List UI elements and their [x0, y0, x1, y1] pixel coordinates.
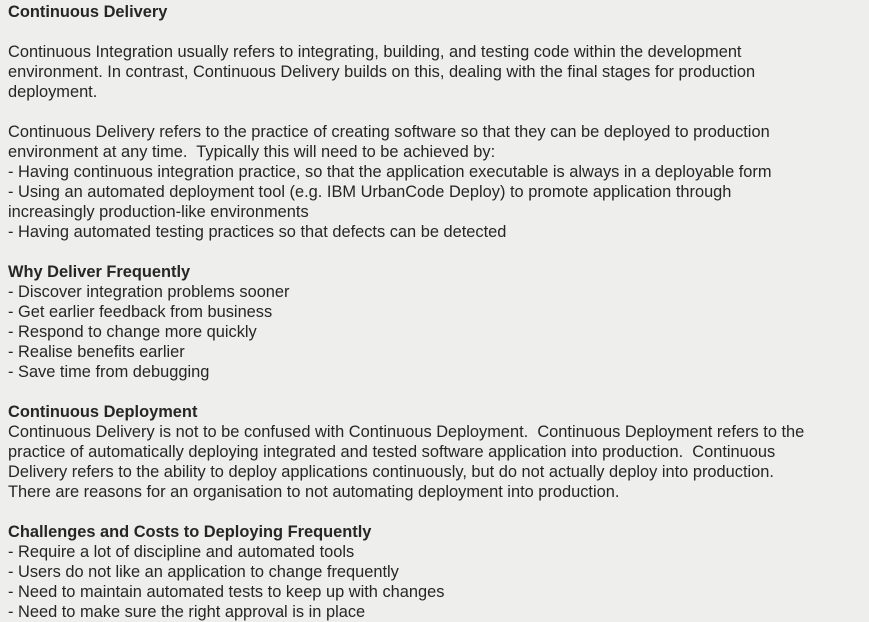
intro-line: deployment. — [8, 83, 98, 101]
deployment-line: Continuous Delivery is not to be confused with Continuous Deployment. Continuous Deployment refers to the — [8, 423, 805, 441]
why-section — [8, 262, 866, 382]
list-item: - Need to maintain automated tests to keep up with changes — [8, 583, 445, 601]
list-item: - Require a lot of discipline and automated tools — [8, 543, 355, 561]
intro-line: Continuous Integration usually refers to integrating, building, and testing code within the development — [8, 43, 742, 61]
deployment-line: There are reasons for an organisation to not automating deployment into production. — [8, 483, 620, 501]
deployment-line: practice of automatically deploying integrated and tested software application into production. Continuous — [8, 443, 776, 461]
why-heading: Why Deliver Frequently — [8, 263, 191, 281]
challenges-section — [8, 522, 866, 622]
list-item: - Discover integration problems sooner — [8, 283, 290, 301]
definition-line: environment at any time. Typically this will need to be achieved by: — [8, 143, 496, 161]
list-item: - Users do not like an application to change frequently — [8, 563, 399, 581]
spacer — [8, 102, 866, 122]
deployment-heading: Continuous Deployment — [8, 403, 198, 421]
spacer — [8, 382, 866, 402]
list-item: - Need to make sure the right approval is in place — [8, 603, 366, 621]
spacer — [8, 242, 866, 262]
document-body — [8, 2, 866, 622]
definition-line: - Using an automated deployment tool (e.g. IBM UrbanCode Deploy) to promote application through — [8, 183, 732, 201]
list-item: - Realise benefits earlier — [8, 343, 185, 361]
intro-line: environment. In contrast, Continuous Delivery builds on this, dealing with the final stages for production — [8, 63, 756, 81]
definition-line: Continuous Delivery refers to the practice of creating software so that they can be deployed to production — [8, 123, 770, 141]
list-item: - Get earlier feedback from business — [8, 303, 273, 321]
list-item: - Respond to change more quickly — [8, 323, 257, 341]
definition-line: - Having automated testing practices so that defects can be detected — [8, 223, 507, 241]
definition-line: increasingly production-like environments — [8, 203, 309, 221]
deployment-line: Delivery refers to the ability to deploy applications continuously, but do not actually deploy into production. — [8, 463, 774, 481]
page-title: Continuous Delivery — [8, 3, 168, 21]
spacer — [8, 22, 866, 42]
deployment-section — [8, 402, 866, 502]
definition-line: - Having continuous integration practice, so that the application executable is always in a deployable form — [8, 163, 772, 181]
challenges-heading: Challenges and Costs to Deploying Frequently — [8, 523, 372, 541]
list-item: - Save time from debugging — [8, 363, 210, 381]
spacer — [8, 502, 866, 522]
definition-paragraph — [8, 122, 866, 242]
intro-paragraph — [8, 42, 866, 102]
